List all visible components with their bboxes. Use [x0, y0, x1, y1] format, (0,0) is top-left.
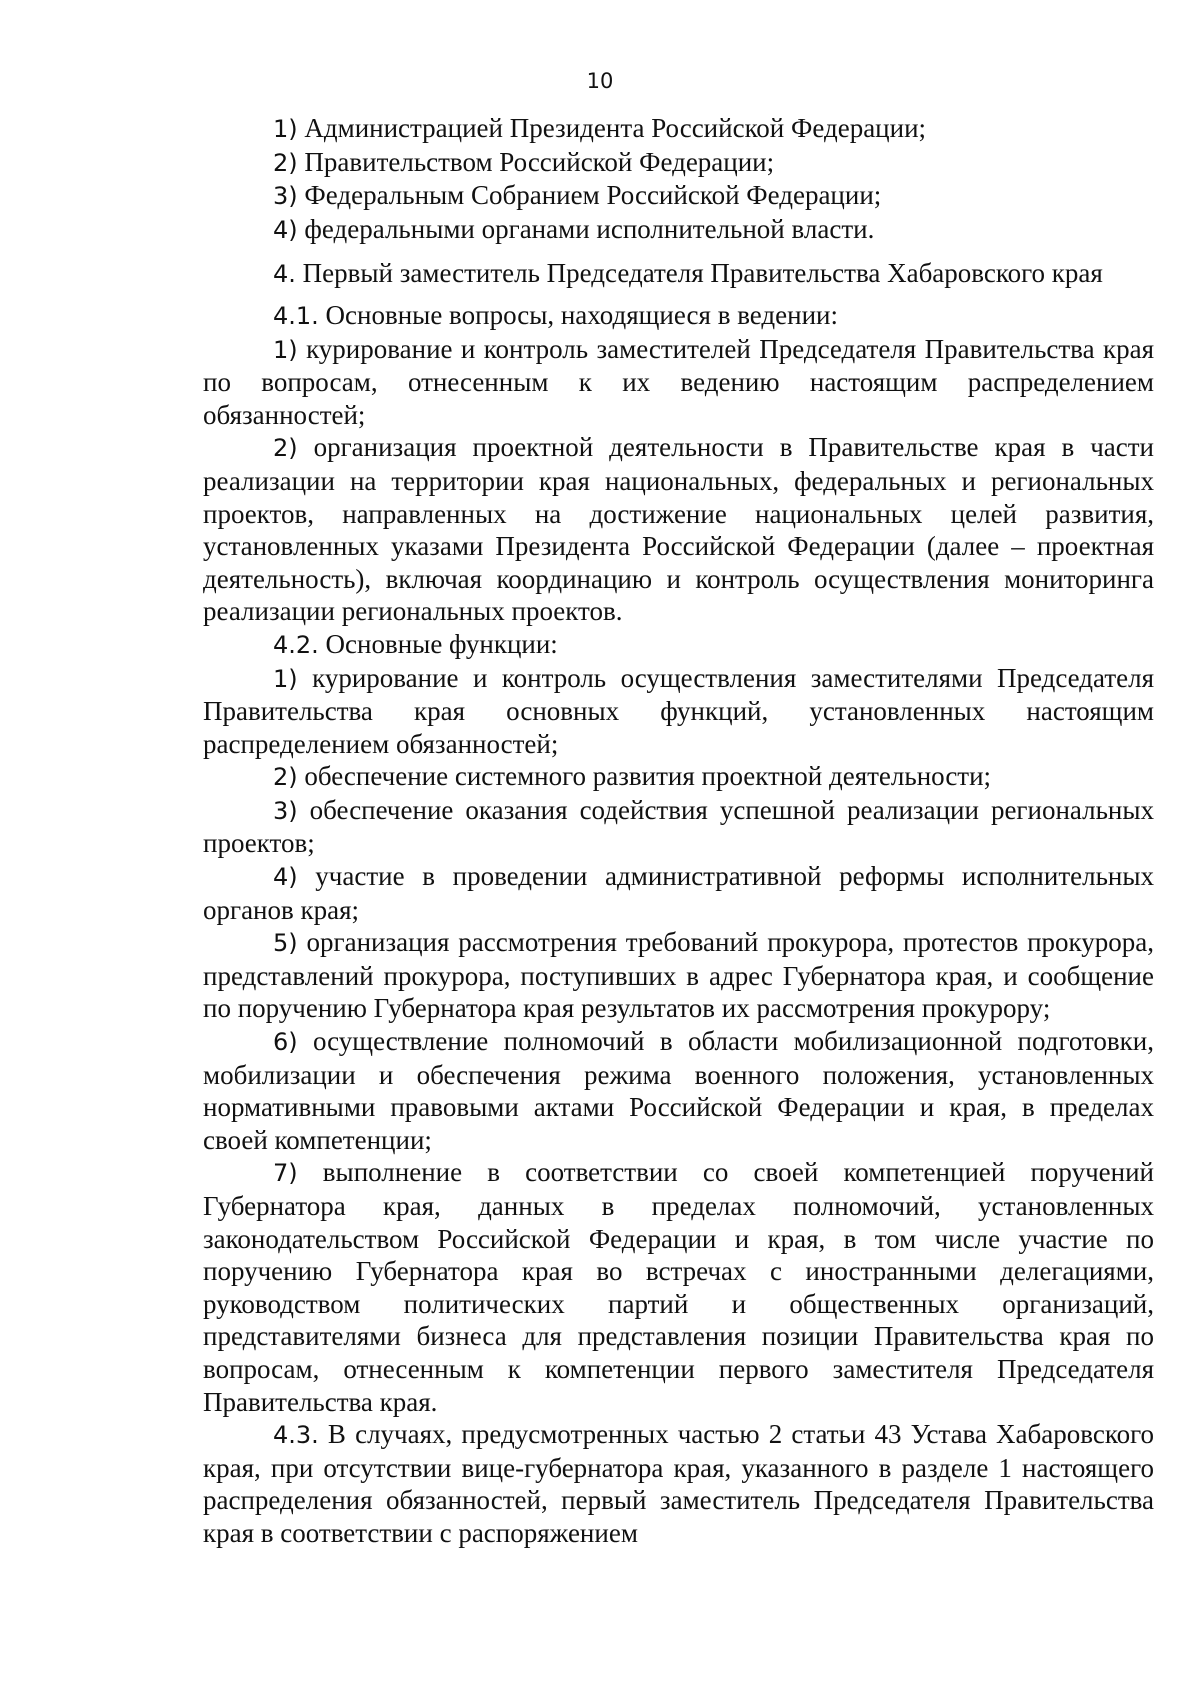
- subsection-paragraph: [203, 1418, 1154, 1549]
- item-number: 2): [273, 434, 298, 463]
- section-title: Первый заместитель Председателя Правительства Хабаровского края: [295, 258, 1103, 289]
- subsection-title: Основные функции:: [318, 628, 558, 659]
- item-text: осуществление полномочий в области мобилизационной подготовки, мобилизации и обеспечения режима военного положения, установленных нормативными правовыми актами Российской Федерации и края, в пределах своей компетенции;: [203, 1026, 1154, 1155]
- subsection-number: 4.3.: [273, 1421, 319, 1450]
- item-number: 1): [273, 335, 298, 364]
- item-text: Правительством Российской Федерации;: [297, 146, 775, 177]
- document-body: [203, 112, 1154, 1550]
- list-item: [203, 760, 1154, 794]
- item-text: курирование и контроль заместителей Председателя Правительства края по вопросам, отнесенным к их ведению настоящим распределением обязанностей;: [203, 333, 1154, 430]
- list-item: [203, 1025, 1154, 1156]
- list-item: [203, 1156, 1154, 1418]
- item-number: 3): [273, 182, 298, 211]
- list-item: [203, 179, 1154, 213]
- subsection-number: 4.1.: [273, 301, 319, 330]
- list-item: [203, 794, 1154, 860]
- item-number: 5): [273, 929, 298, 958]
- item-text: обеспечение системного развития проектной деятельности;: [297, 761, 992, 792]
- list-item: [203, 926, 1154, 1025]
- list-item: [203, 146, 1154, 180]
- item-number: 6): [273, 1028, 298, 1057]
- item-text: Федеральным Собранием Российской Федерации;: [297, 180, 882, 211]
- page-number: 10: [586, 69, 614, 93]
- item-number: 2): [273, 148, 298, 177]
- item-text: курирование и контроль осуществления заместителями Председателя Правительства края основных функций, установленных настоящим распределением обязанностей;: [203, 662, 1154, 759]
- list-item: [203, 213, 1154, 247]
- section-number: 4.: [273, 260, 296, 289]
- item-number: 1): [273, 115, 298, 143]
- list-item: [203, 333, 1154, 432]
- item-number: 4): [273, 863, 298, 892]
- item-number: 7): [273, 1159, 298, 1188]
- item-text: организация рассмотрения требований прокурора, протестов прокурора, представлений прокурора, поступивших в адрес Губернатора края, и сообщение по поручению Губернатора края результатов их рассмотрения прокурору;: [203, 927, 1154, 1024]
- subsection-heading: [203, 299, 1154, 333]
- item-text: обеспечение оказания содействия успешной реализации региональных проектов;: [203, 794, 1154, 859]
- list-item: [203, 860, 1154, 926]
- list-item: [203, 662, 1154, 761]
- item-text: федеральными органами исполнительной власти.: [297, 213, 875, 244]
- item-text: участие в проведении административной реформы исполнительных органов края;: [203, 861, 1154, 925]
- section-heading: [203, 257, 1154, 291]
- subsection-text: В случаях, предусмотренных частью 2 статьи 43 Устава Хабаровского края, при отсутствии вице-губернатора края, указанного в разделе 1 настоящего распределения обязанностей, первый заместитель Председателя Правительства края в соответствии с распоряжением: [203, 1419, 1154, 1548]
- item-number: 2): [273, 763, 298, 792]
- subsection-heading: [203, 628, 1154, 662]
- list-item: [203, 431, 1154, 628]
- item-number: 4): [273, 215, 298, 244]
- subsection-number: 4.2.: [273, 630, 319, 659]
- item-number: 3): [273, 796, 298, 825]
- list-item: [203, 112, 1154, 146]
- subsection-title: Основные вопросы, находящиеся в ведении:: [318, 299, 838, 330]
- item-number: 1): [273, 664, 298, 693]
- item-text: Администрацией Президента Российской Федерации;: [297, 113, 927, 143]
- item-text: организация проектной деятельности в Правительстве края в части реализации на территории края национальных, федеральных и региональных проектов, направленных на достижение национальных целей развития, установленных указами Президента Российской Федерации (далее – проектная деятельность), включая координацию и контроль осуществления мониторинга реализации региональных проектов.: [203, 432, 1154, 627]
- item-text: выполнение в соответствии со своей компетенцией поручений Губернатора края, данных в пределах полномочий, установленных законодательством Российской Федерации и края, в том числе участие по поручению Губернатора края во встречах с иностранными делегациями, руководством политических партий и общественных организаций, представителями бизнеса для представления позиции Правительства края по вопросам, отнесенным к компетенции первого заместителя Председателя Правительства края.: [203, 1157, 1154, 1417]
